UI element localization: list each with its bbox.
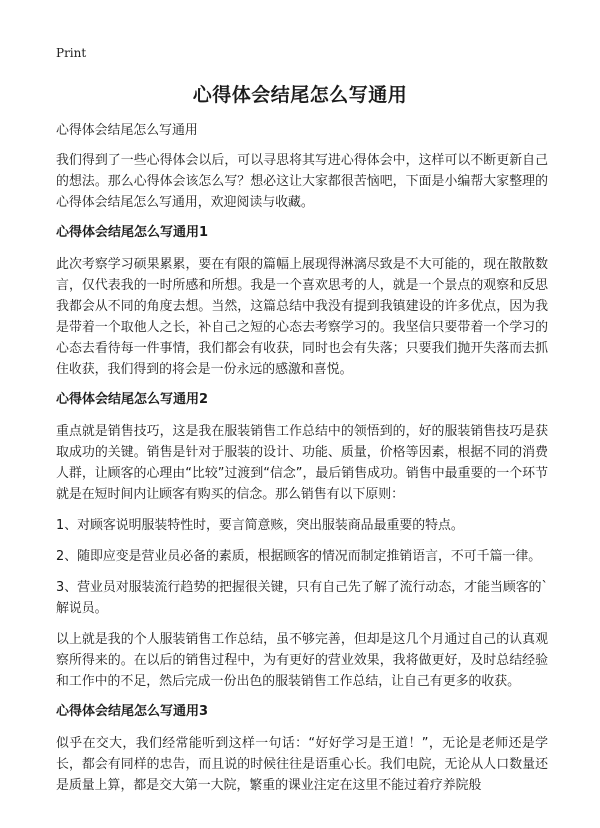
intro-paragraph: 我们得到了一些心得体会以后，可以寻思将其写进心得体会中，这样可以不断更新自己的想法。那么心得体会该怎么写？想必这让大家都很苦恼吧，下面是小编帮大家整理的心得体会结尾怎么写通用，欢迎阅读与收藏。	[56, 153, 548, 210]
section-2-paragraph: 以上就是我的个人服装销售工作总结，虽不够完善，但却是这几个月通过自己的认真观察所得来的。在以后的销售过程中，为有更好的营业效果，我将做更好，及时总结经验和工作中的不足，然后完成一份出色的服装销售工作总结，让自己有更多的收获。	[56, 632, 548, 689]
section-2-list-item: 3、营业员对服装流行趋势的把握很关键，只有自己先了解了流行动态，才能当顾客的`解说员。	[56, 580, 548, 616]
article-body	[56, 120, 548, 806]
article-subtitle: 心得体会结尾怎么写通用	[56, 123, 198, 138]
section-3-paragraph: 似乎在交大，我们经常能听到这样一句话：“好好学习是王道！”，无论是老师还是学长，都会有同样的忠告，而且说的时候往往是语重心长。我们电院，无论从人口数量还是质量上算，都是交大第一大院，繁重的课业注定在这里不能过着疗养院般	[56, 736, 548, 793]
section-2-list-item: 1、对顾客说明服装特性时，要言简意赅，突出服装商品最重要的特点。	[56, 518, 464, 533]
section-2-list-item: 2、随即应变是营业员必备的素质，根据顾客的情况而制定推销语言，不可千篇一律。	[56, 549, 542, 564]
section-heading-1: 心得体会结尾怎么写通用1	[56, 225, 209, 240]
section-2-paragraph: 重点就是销售技巧，这是我在服装销售工作总结中的领悟到的，好的服装销售技巧是获取成功的关键。销售是针对于服装的设计、功能、质量，价格等因素，根据不同的消费人群，让顾客的心理由“比较”过渡到“信念”，最后销售成功。销售中最重要的一个环节就是在短时间内让顾客有购买的信念。那么销售有以下原则：	[56, 424, 548, 502]
page-title: 心得体会结尾怎么写通用	[192, 84, 408, 106]
print-link[interactable]: Print	[56, 46, 87, 60]
section-1-paragraph: 此次考察学习硕果累累，要在有限的篇幅上展现得淋漓尽致是不大可能的，现在散散数言，仅代表我的一时所感和所想。我是一个喜欢思考的人，就是一个景点的观察和反思我都会从不同的角度去想。当然，这篇总结中我没有提到我镇建设的许多优点，因为我是带着一个取他人之长，补自己之短的心态去考察学习的。我坚信只要带着一个学习的心态去看待每一件事情，我们都会有收获，同时也会有失落；只要我们抛开失落而去抓住收获，我们得到的将会是一份永远的感激和喜悦。	[56, 257, 548, 377]
section-heading-3: 心得体会结尾怎么写通用3	[56, 704, 209, 719]
section-heading-2: 心得体会结尾怎么写通用2	[56, 392, 209, 407]
